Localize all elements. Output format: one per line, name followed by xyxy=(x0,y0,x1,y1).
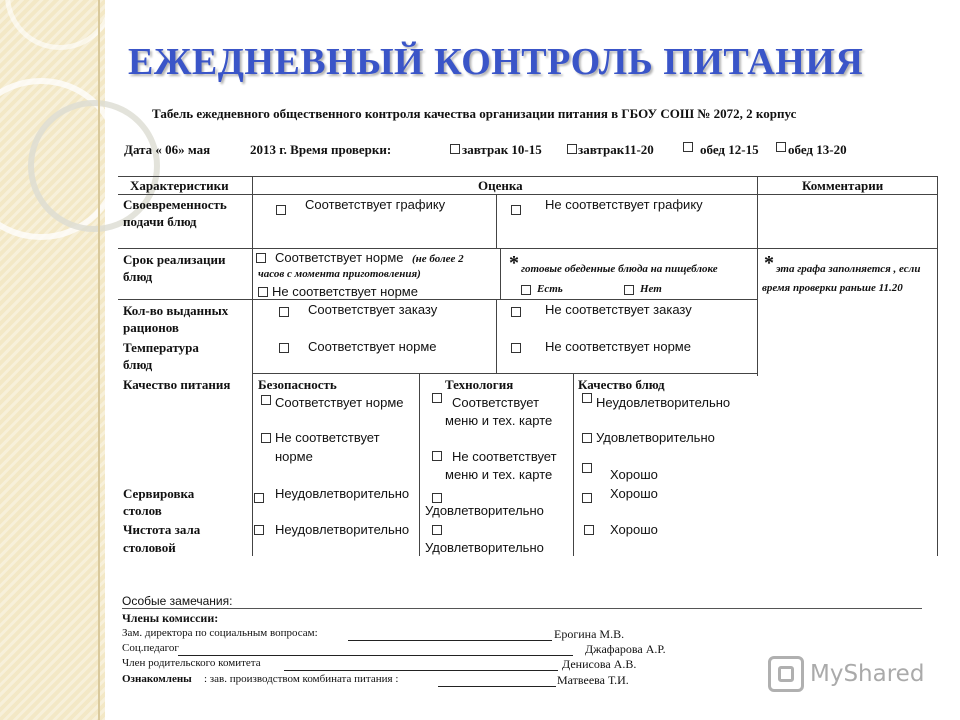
safety-not-ok-checkbox[interactable] xyxy=(261,433,271,443)
commission-members-label: Члены комиссии: xyxy=(122,611,219,625)
table-rule xyxy=(118,248,938,249)
row-label: подачи блюд xyxy=(123,214,197,229)
signature-name: Ерогина М.В. xyxy=(554,627,625,641)
table-rule xyxy=(496,299,497,373)
row-label: Сервировка xyxy=(123,486,195,501)
option-label: Соответствует заказу xyxy=(308,302,438,317)
option-label: Не соответствует заказу xyxy=(545,302,692,317)
option-label: Удовлетворительно xyxy=(425,503,544,518)
row-label: Чистота зала xyxy=(123,522,201,537)
comment-note: время проверки раньше 11.20 xyxy=(762,282,903,294)
option-label: Хорошо xyxy=(610,467,658,482)
not-matches-schedule-checkbox[interactable] xyxy=(511,205,521,215)
cleanliness-satisfactory-checkbox[interactable] xyxy=(432,525,442,535)
lunch-1320-checkbox[interactable] xyxy=(776,142,786,152)
watermark-logo xyxy=(768,656,924,692)
column-header: Технология xyxy=(445,377,514,392)
option-label: Не соответствует xyxy=(275,430,380,445)
signature-role: Зам. директора по социальным вопросам: xyxy=(122,627,318,639)
serving-unsatisfactory-checkbox[interactable] xyxy=(254,493,264,503)
signature-line xyxy=(438,686,556,687)
option-label: Не соответствует xyxy=(452,449,557,464)
option-label: Не соответствует норме xyxy=(545,339,691,354)
dish-good-checkbox[interactable] xyxy=(582,463,592,473)
row-label: Температура xyxy=(123,340,199,355)
signature-line xyxy=(178,655,573,656)
signature-role: : зав. производством комбината питания : xyxy=(204,673,399,685)
not-matches-order-checkbox[interactable] xyxy=(511,307,521,317)
option-label: Неудовлетворительно xyxy=(275,522,410,537)
form-subtitle: Табель ежедневного общественного контроля качества организации питания в ГБОУ СОШ № 2072, 2 корпус xyxy=(152,106,797,121)
cleanliness-unsatisfactory-checkbox[interactable] xyxy=(254,525,264,535)
table-rule xyxy=(118,194,938,195)
comment-note: эта графа заполняется , если xyxy=(776,263,921,275)
header-comments: Комментарии xyxy=(802,178,884,193)
option-label: Не соответствует графику xyxy=(545,197,703,212)
row-label: рационов xyxy=(123,320,179,335)
option-label: Неудовлетворительно xyxy=(275,486,410,501)
table-rule xyxy=(500,248,501,299)
option-label: Удовлетворительно xyxy=(596,430,715,445)
decorative-side-band xyxy=(0,0,105,720)
page-title: ЕЖЕДНЕВНЫЙ КОНТРОЛЬ ПИТАНИЯ xyxy=(128,41,864,83)
matches-order-checkbox[interactable] xyxy=(279,307,289,317)
ready-dishes-note: готовые обеденные блюда на пищеблоке xyxy=(521,263,718,275)
signature-name: Матвеева Т.И. xyxy=(557,673,629,687)
option-label: Хорошо xyxy=(610,486,658,501)
norm-not-ok-checkbox[interactable] xyxy=(258,287,268,297)
breakfast-1015-checkbox[interactable] xyxy=(450,144,460,154)
row-label: столовой xyxy=(123,540,176,555)
option-label: Соответствует норме xyxy=(275,250,404,265)
dish-satisfactory-checkbox[interactable] xyxy=(582,433,592,443)
signature-line xyxy=(348,640,552,641)
row-label: Качество питания xyxy=(123,377,231,392)
row-label: Своевременность xyxy=(123,197,227,212)
date-label: Дата « 06» мая xyxy=(124,142,211,157)
signature-name: Денисова А.В. xyxy=(562,657,637,671)
option-label: Соответствует норме xyxy=(308,339,437,354)
option-note: часов с момента приготовления) xyxy=(258,268,421,280)
option-label: меню и тех. карте xyxy=(445,467,553,482)
acknowledged-label: Ознакомлены xyxy=(122,673,192,685)
matches-schedule-checkbox[interactable] xyxy=(276,205,286,215)
row-label: блюд xyxy=(123,269,153,284)
serving-satisfactory-checkbox[interactable] xyxy=(432,493,442,503)
table-rule xyxy=(757,176,758,376)
asterisk-icon: * xyxy=(509,252,519,274)
tech-ok-checkbox[interactable] xyxy=(432,393,442,403)
option-label: Соответствует норме xyxy=(275,395,404,410)
option-note: (не более 2 xyxy=(412,253,464,265)
ready-dishes-yes-checkbox[interactable] xyxy=(521,285,531,295)
row-label: Кол-во выданных xyxy=(123,303,229,318)
row-label: столов xyxy=(123,503,162,518)
row-label: Срок реализации xyxy=(123,252,226,267)
table-rule xyxy=(419,373,420,556)
header-characteristics: Характеристики xyxy=(130,178,229,193)
decorative-line xyxy=(98,0,100,720)
breakfast-1120-label: завтрак11-20 xyxy=(578,142,654,157)
column-header: Безопасность xyxy=(258,377,337,392)
signature-line xyxy=(284,670,558,671)
option-label: меню и тех. карте xyxy=(445,413,553,428)
logo-icon xyxy=(768,656,804,692)
option-label: Хорошо xyxy=(610,522,658,537)
breakfast-1120-checkbox[interactable] xyxy=(567,144,577,154)
ready-dishes-no-checkbox[interactable] xyxy=(624,285,634,295)
header-evaluation: Оценка xyxy=(478,178,523,193)
table-rule xyxy=(496,194,497,248)
lunch-1320-label: обед 13-20 xyxy=(788,142,847,157)
watermark-text: MyShared xyxy=(810,661,925,687)
option-label: Не соответствует норме xyxy=(272,284,418,299)
option-label: норме xyxy=(275,449,313,464)
signature-name: Джафарова А.Р. xyxy=(585,642,666,656)
asterisk-icon: * xyxy=(764,252,774,274)
option-label: Удовлетворительно xyxy=(425,540,544,555)
safety-ok-checkbox[interactable] xyxy=(261,395,271,405)
temp-not-ok-checkbox[interactable] xyxy=(511,343,521,353)
table-rule xyxy=(118,176,938,177)
tech-not-ok-checkbox[interactable] xyxy=(432,451,442,461)
signature-role: Соц.педагог xyxy=(122,642,179,654)
year-time-label: 2013 г. Время проверки: xyxy=(250,142,392,157)
serving-good-checkbox[interactable] xyxy=(582,493,592,503)
dish-unsatisfactory-checkbox[interactable] xyxy=(582,393,592,403)
option-label: Нет xyxy=(640,283,662,295)
table-rule xyxy=(118,299,758,300)
cleanliness-good-checkbox[interactable] xyxy=(584,525,594,535)
option-label: Есть xyxy=(537,283,563,295)
table-rule xyxy=(252,176,253,556)
option-label: Неудовлетворительно xyxy=(596,395,731,410)
table-rule xyxy=(573,373,574,556)
option-label: Соответствует xyxy=(452,395,540,410)
option-label: Соответствует графику xyxy=(305,197,446,212)
column-header: Качество блюд xyxy=(578,377,665,392)
lunch-1215-checkbox[interactable] xyxy=(683,142,693,152)
signature-role: Член родительского комитета xyxy=(122,657,261,669)
row-label: блюд xyxy=(123,357,153,372)
breakfast-1015-label: завтрак 10-15 xyxy=(462,142,542,157)
table-rule xyxy=(937,176,938,556)
temp-ok-checkbox[interactable] xyxy=(279,343,289,353)
table-rule xyxy=(252,373,758,374)
norm-ok-checkbox[interactable] xyxy=(256,253,266,263)
lunch-1215-label: обед 12-15 xyxy=(700,142,759,157)
special-remarks-label: Особые замечания: xyxy=(122,594,233,608)
remarks-line xyxy=(122,608,922,609)
